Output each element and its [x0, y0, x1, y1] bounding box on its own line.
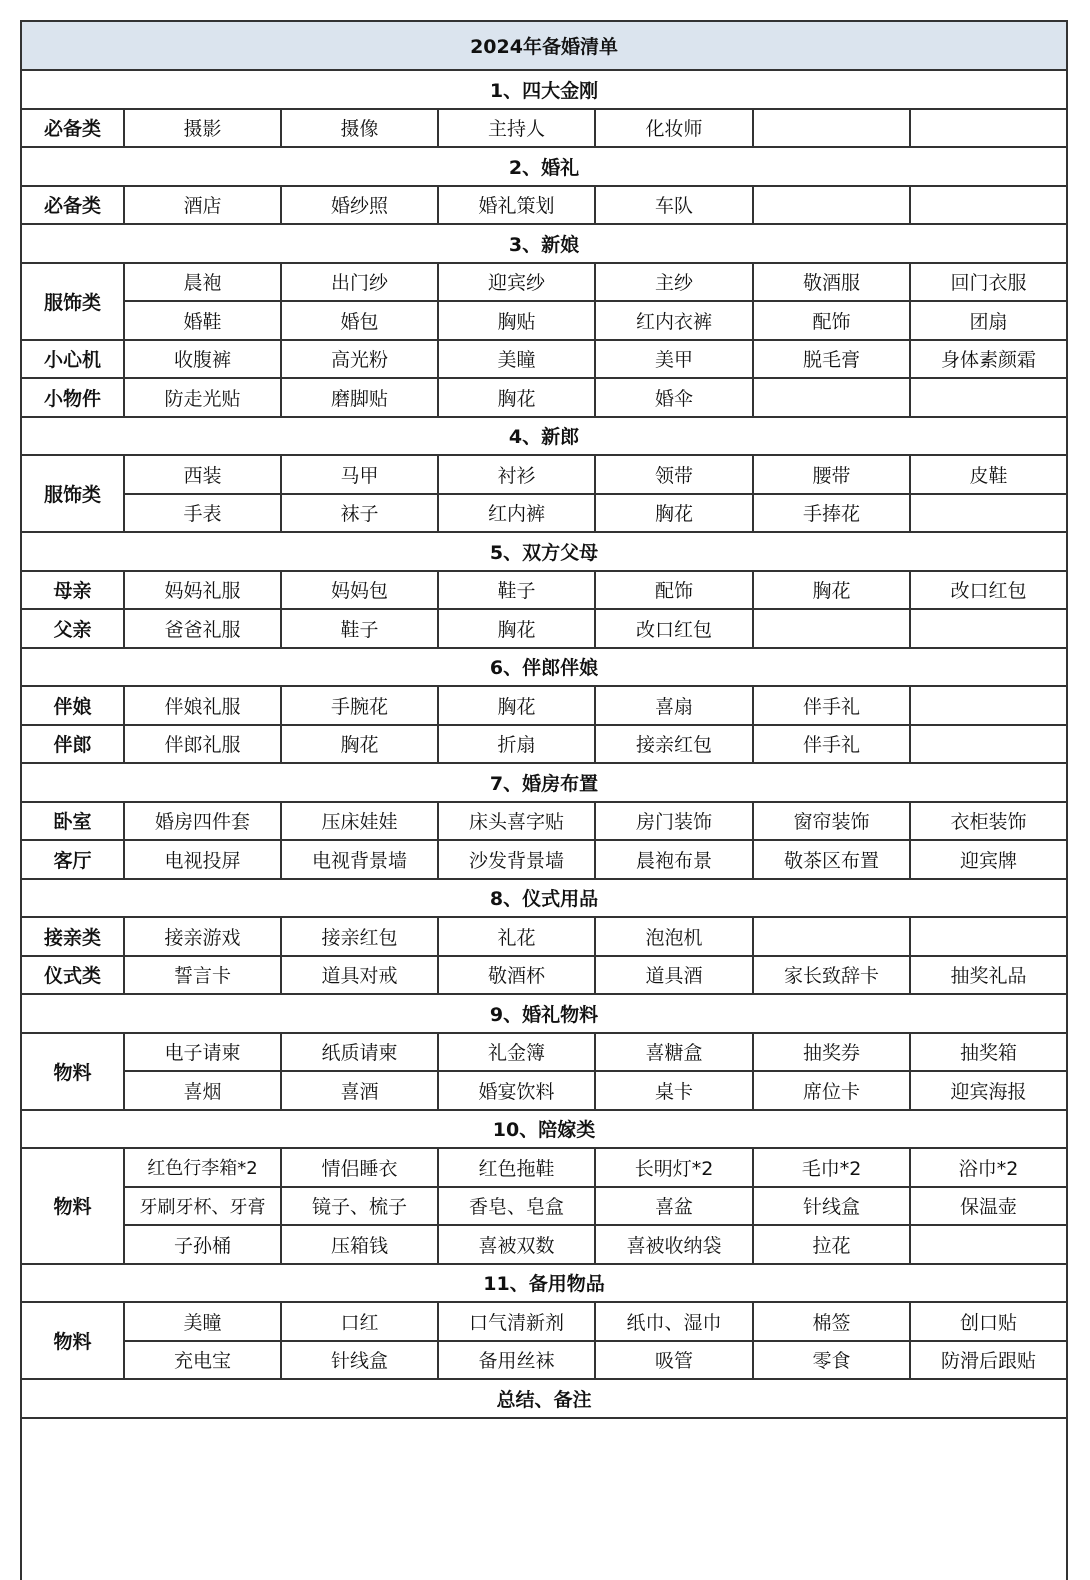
checklist-item: 袜子 — [281, 494, 438, 533]
checklist-item: 手表 — [124, 494, 281, 533]
checklist-item: 领带 — [595, 455, 753, 494]
checklist-item: 沙发背景墙 — [438, 840, 595, 879]
section-heading-row — [21, 879, 1067, 918]
item-row — [21, 1341, 1067, 1380]
checklist-item: 主持人 — [438, 109, 595, 148]
checklist-item: 抽奖礼品 — [910, 956, 1067, 995]
checklist-item: 配饰 — [595, 571, 753, 610]
checklist-item: 马甲 — [281, 455, 438, 494]
category-label: 父亲 — [21, 609, 124, 648]
checklist-item: 喜被双数 — [438, 1225, 595, 1264]
item-row — [21, 1225, 1067, 1264]
checklist-item: 伴娘礼服 — [124, 686, 281, 725]
checklist-item: 婚房四件套 — [124, 802, 281, 841]
category-label: 伴娘 — [21, 686, 124, 725]
empty-item-cell — [753, 917, 910, 956]
checklist-item: 美瞳 — [124, 1302, 281, 1341]
checklist-item: 针线盒 — [281, 1341, 438, 1380]
footer-heading-row — [21, 1379, 1067, 1418]
checklist-item: 家长致辞卡 — [753, 956, 910, 995]
item-row — [21, 1187, 1067, 1226]
checklist-item: 改口红包 — [910, 571, 1067, 610]
item-row — [21, 802, 1067, 841]
empty-item-cell — [910, 725, 1067, 764]
checklist-item: 接亲红包 — [281, 917, 438, 956]
section-heading-row — [21, 1110, 1067, 1149]
checklist-item: 香皂、皂盒 — [438, 1187, 595, 1226]
checklist-item: 喜糖盒 — [595, 1033, 753, 1072]
empty-item-cell — [910, 186, 1067, 225]
checklist-item: 迎宾牌 — [910, 840, 1067, 879]
section-heading: 7、婚房布置 — [21, 763, 1067, 802]
checklist-item: 镜子、梳子 — [281, 1187, 438, 1226]
checklist-item: 针线盒 — [753, 1187, 910, 1226]
category-label: 卧室 — [21, 802, 124, 841]
checklist-item: 手捧花 — [753, 494, 910, 533]
section-heading: 6、伴郎伴娘 — [21, 648, 1067, 687]
category-label: 物料 — [21, 1302, 124, 1379]
checklist-item: 摄像 — [281, 109, 438, 148]
checklist-item: 伴手礼 — [753, 686, 910, 725]
empty-item-cell — [753, 109, 910, 148]
item-row — [21, 340, 1067, 379]
checklist-item: 身体素颜霜 — [910, 340, 1067, 379]
checklist-item: 婚宴饮料 — [438, 1071, 595, 1110]
checklist-item: 吸管 — [595, 1341, 753, 1380]
empty-item-cell — [910, 686, 1067, 725]
checklist-item: 衣柜装饰 — [910, 802, 1067, 841]
checklist-item: 美甲 — [595, 340, 753, 379]
item-row — [21, 455, 1067, 494]
checklist-item: 抽奖箱 — [910, 1033, 1067, 1072]
checklist-item: 子孙桶 — [124, 1225, 281, 1264]
category-label: 小心机 — [21, 340, 124, 379]
empty-item-cell — [753, 609, 910, 648]
checklist-item: 收腹裤 — [124, 340, 281, 379]
category-label: 仪式类 — [21, 956, 124, 995]
checklist-item: 窗帘装饰 — [753, 802, 910, 841]
section-heading-row — [21, 648, 1067, 687]
empty-item-cell — [910, 1225, 1067, 1264]
checklist-item: 敬酒服 — [753, 263, 910, 302]
empty-item-cell — [910, 609, 1067, 648]
checklist-item: 婚伞 — [595, 378, 753, 417]
checklist-item: 高光粉 — [281, 340, 438, 379]
checklist-item: 房门装饰 — [595, 802, 753, 841]
item-row — [21, 1033, 1067, 1072]
checklist-item: 手腕花 — [281, 686, 438, 725]
item-row — [21, 1148, 1067, 1187]
checklist-item: 拉花 — [753, 1225, 910, 1264]
checklist-item: 改口红包 — [595, 609, 753, 648]
checklist-item: 喜被收纳袋 — [595, 1225, 753, 1264]
checklist-item: 衬衫 — [438, 455, 595, 494]
checklist-item: 伴郎礼服 — [124, 725, 281, 764]
checklist-item: 压床娃娃 — [281, 802, 438, 841]
checklist-item: 回门衣服 — [910, 263, 1067, 302]
checklist-item: 电视背景墙 — [281, 840, 438, 879]
category-label: 必备类 — [21, 186, 124, 225]
checklist-item: 保温壶 — [910, 1187, 1067, 1226]
empty-item-cell — [753, 378, 910, 417]
checklist-item: 道具对戒 — [281, 956, 438, 995]
section-heading: 8、仪式用品 — [21, 879, 1067, 918]
empty-item-cell — [910, 109, 1067, 148]
checklist-item: 喜扇 — [595, 686, 753, 725]
checklist-item: 鞋子 — [438, 571, 595, 610]
checklist-item: 纸巾、湿巾 — [595, 1302, 753, 1341]
section-heading-row — [21, 763, 1067, 802]
item-row — [21, 956, 1067, 995]
checklist-item: 口红 — [281, 1302, 438, 1341]
checklist-item: 泡泡机 — [595, 917, 753, 956]
checklist-item: 折扇 — [438, 725, 595, 764]
checklist-item: 胸花 — [753, 571, 910, 610]
section-heading-row — [21, 994, 1067, 1033]
checklist-item: 敬酒杯 — [438, 956, 595, 995]
title-row — [21, 21, 1067, 70]
checklist-item: 电视投屏 — [124, 840, 281, 879]
checklist-item: 牙刷牙杯、牙膏 — [124, 1187, 281, 1226]
checklist-item: 婚纱照 — [281, 186, 438, 225]
checklist-item: 誓言卡 — [124, 956, 281, 995]
item-row — [21, 263, 1067, 302]
checklist-item: 纸质请柬 — [281, 1033, 438, 1072]
empty-item-cell — [910, 378, 1067, 417]
section-heading: 2、婚礼 — [21, 147, 1067, 186]
checklist-item: 浴巾*2 — [910, 1148, 1067, 1187]
checklist-item: 出门纱 — [281, 263, 438, 302]
checklist-item: 接亲游戏 — [124, 917, 281, 956]
checklist-body — [21, 21, 1067, 1418]
category-label: 小物件 — [21, 378, 124, 417]
item-row — [21, 378, 1067, 417]
checklist-item: 迎宾海报 — [910, 1071, 1067, 1110]
section-heading: 9、婚礼物料 — [21, 994, 1067, 1033]
checklist-item: 红色拖鞋 — [438, 1148, 595, 1187]
checklist-item: 腰带 — [753, 455, 910, 494]
checklist-item: 红色行李箱*2 — [124, 1148, 281, 1187]
checklist-item: 红内裤 — [438, 494, 595, 533]
category-label: 母亲 — [21, 571, 124, 610]
item-row — [21, 1071, 1067, 1110]
checklist-item: 化妆师 — [595, 109, 753, 148]
page-title: 2024年备婚清单 — [21, 21, 1067, 70]
checklist-item: 胸贴 — [438, 301, 595, 340]
category-label: 物料 — [21, 1148, 124, 1264]
checklist-item: 棉签 — [753, 1302, 910, 1341]
checklist-item: 妈妈包 — [281, 571, 438, 610]
category-label: 必备类 — [21, 109, 124, 148]
checklist-item: 备用丝袜 — [438, 1341, 595, 1380]
checklist-item: 胸花 — [281, 725, 438, 764]
wedding-checklist-table — [20, 20, 1068, 1419]
section-heading-row — [21, 147, 1067, 186]
section-heading-row — [21, 224, 1067, 263]
checklist-item: 车队 — [595, 186, 753, 225]
empty-item-cell — [753, 186, 910, 225]
checklist-item: 桌卡 — [595, 1071, 753, 1110]
checklist-item: 主纱 — [595, 263, 753, 302]
item-row — [21, 917, 1067, 956]
checklist-item: 喜烟 — [124, 1071, 281, 1110]
section-heading: 10、陪嫁类 — [21, 1110, 1067, 1149]
checklist-item: 酒店 — [124, 186, 281, 225]
category-label: 伴郎 — [21, 725, 124, 764]
section-heading: 5、双方父母 — [21, 532, 1067, 571]
empty-item-cell — [910, 494, 1067, 533]
checklist-item: 婚礼策划 — [438, 186, 595, 225]
checklist-item: 团扇 — [910, 301, 1067, 340]
section-heading: 4、新郎 — [21, 417, 1067, 456]
checklist-item: 伴手礼 — [753, 725, 910, 764]
checklist-item: 晨袍布景 — [595, 840, 753, 879]
checklist-item: 创口贴 — [910, 1302, 1067, 1341]
checklist-item: 防滑后跟贴 — [910, 1341, 1067, 1380]
checklist-item: 充电宝 — [124, 1341, 281, 1380]
section-heading: 11、备用物品 — [21, 1264, 1067, 1303]
item-row — [21, 1302, 1067, 1341]
checklist-item: 压箱钱 — [281, 1225, 438, 1264]
checklist-item: 美瞳 — [438, 340, 595, 379]
checklist-item: 敬茶区布置 — [753, 840, 910, 879]
item-row — [21, 186, 1067, 225]
category-label: 接亲类 — [21, 917, 124, 956]
category-label: 物料 — [21, 1033, 124, 1110]
footer-heading: 总结、备注 — [21, 1379, 1067, 1418]
checklist-item: 喜酒 — [281, 1071, 438, 1110]
checklist-item: 爸爸礼服 — [124, 609, 281, 648]
section-heading: 1、四大金刚 — [21, 70, 1067, 109]
item-row — [21, 571, 1067, 610]
category-label: 服饰类 — [21, 455, 124, 532]
checklist-item: 红内衣裤 — [595, 301, 753, 340]
checklist-item: 胸花 — [595, 494, 753, 533]
checklist-item: 脱毛膏 — [753, 340, 910, 379]
checklist-item: 磨脚贴 — [281, 378, 438, 417]
empty-item-cell — [910, 917, 1067, 956]
checklist-item: 礼花 — [438, 917, 595, 956]
section-heading-row — [21, 1264, 1067, 1303]
checklist-item: 长明灯*2 — [595, 1148, 753, 1187]
checklist-item: 防走光贴 — [124, 378, 281, 417]
checklist-item: 晨袍 — [124, 263, 281, 302]
category-label: 客厅 — [21, 840, 124, 879]
checklist-item: 皮鞋 — [910, 455, 1067, 494]
item-row — [21, 609, 1067, 648]
checklist-item: 接亲红包 — [595, 725, 753, 764]
checklist-item: 配饰 — [753, 301, 910, 340]
item-row — [21, 109, 1067, 148]
checklist-item: 毛巾*2 — [753, 1148, 910, 1187]
checklist-item: 床头喜字贴 — [438, 802, 595, 841]
checklist-item: 婚鞋 — [124, 301, 281, 340]
item-row — [21, 301, 1067, 340]
section-heading-row — [21, 70, 1067, 109]
category-label: 服饰类 — [21, 263, 124, 340]
checklist-item: 鞋子 — [281, 609, 438, 648]
checklist-item: 礼金簿 — [438, 1033, 595, 1072]
checklist-item: 迎宾纱 — [438, 263, 595, 302]
checklist-item: 摄影 — [124, 109, 281, 148]
checklist-item: 胸花 — [438, 686, 595, 725]
checklist-item: 婚包 — [281, 301, 438, 340]
checklist-item: 抽奖券 — [753, 1033, 910, 1072]
checklist-item: 口气清新剂 — [438, 1302, 595, 1341]
checklist-item: 胸花 — [438, 378, 595, 417]
checklist-item: 道具酒 — [595, 956, 753, 995]
checklist-item: 妈妈礼服 — [124, 571, 281, 610]
item-row — [21, 686, 1067, 725]
item-row — [21, 494, 1067, 533]
checklist-item: 情侣睡衣 — [281, 1148, 438, 1187]
checklist-item: 西装 — [124, 455, 281, 494]
item-row — [21, 840, 1067, 879]
section-heading-row — [21, 532, 1067, 571]
checklist-item: 席位卡 — [753, 1071, 910, 1110]
section-heading: 3、新娘 — [21, 224, 1067, 263]
checklist-item: 零食 — [753, 1341, 910, 1380]
checklist-item: 喜盆 — [595, 1187, 753, 1226]
section-heading-row — [21, 417, 1067, 456]
checklist-item: 胸花 — [438, 609, 595, 648]
item-row — [21, 725, 1067, 764]
checklist-item: 电子请柬 — [124, 1033, 281, 1072]
